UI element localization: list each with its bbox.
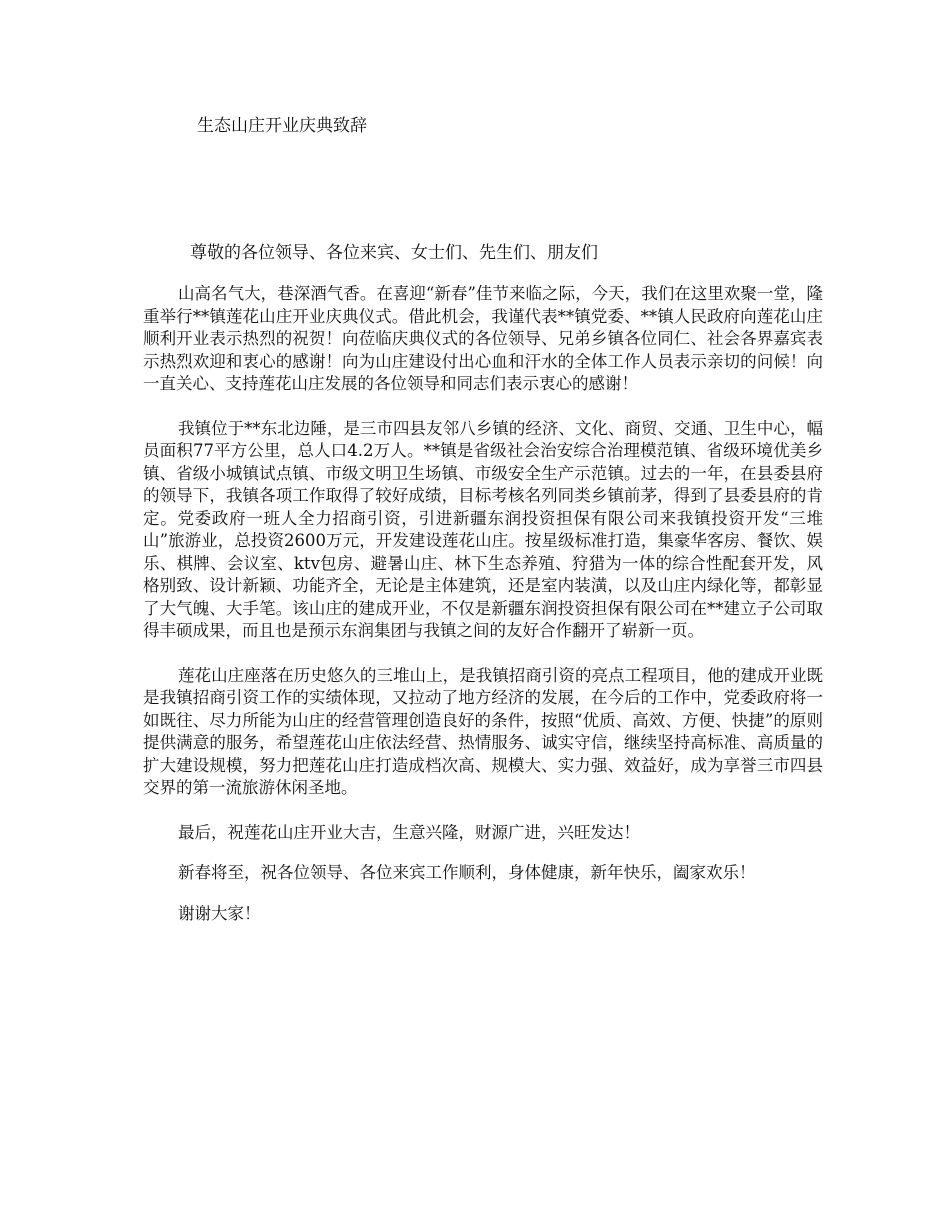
paragraph-opening: 山高名气大，巷深酒气香。在喜迎“新春”佳节来临之际，今天，我们在这里欢聚一堂，隆重举行**镇莲花山庄开业庆典仪式。借此机会，我谨代表**镇党委、**镇人民政府向莲花山庄顺利开业表示热烈的祝贺！向莅临庆典仪式的各位领导、兄弟乡镇各位同仁、社会各界嘉宾表示热烈欢迎和衷心的感谢！向为山庄建设付出心血和汗水的全体工作人员表示亲切的问候！向一直关心、支持莲花山庄发展的各位领导和同志们表示衷心的感谢！ — [143, 284, 823, 393]
document-body — [143, 283, 823, 943]
paragraph-town-introduction: 我镇位于**东北边陲，是三市四县友邻八乡镇的经济、文化、商贸、交通、卫生中心，幅员面积77平方公里，总人口4.2万人。**镇是省级社会治安综合治理模范镇、省级环境优美乡镇、省级小城镇试点镇、市级文明卫生场镇、市级安全生产示范镇。过去的一年，在县委县府的领导下，我镇各项工作取得了较好成绩，目标考核名列同类乡镇前茅，得到了县委县府的肯定。党委政府一班人全力招商引资，引进新疆东润投资担保有限公司来我镇投资开发“三堆山”旅游业，总投资2600万元，开发建设莲花山庄。按星级标准打造，集豪华客房、餐饮、娱乐、棋牌、会议室、ktv包房、避暑山庄、林下生态养殖、狩猎为一体的综合性配套开发，风格别致、设计新颖、功能齐全，无论是主体建筑，还是室内装潢，以及山庄内绿化等，都彰显了大气魄、大手笔。该山庄的建成开业，不仅是新疆东润投资担保有限公司在**建立子公司取得丰硕成果，而且也是预示东润集团与我镇之间的友好合作翻开了崭新一页。 — [143, 418, 823, 640]
document-title: 生态山庄开业庆典致辞 — [197, 116, 367, 136]
paragraph-new-year-wishes: 新春将至，祝各位领导、各位来宾工作顺利，身体健康，新年快乐，阖家欢乐！ — [178, 863, 756, 882]
paragraph-resort-project: 莲花山庄座落在历史悠久的三堆山上，是我镇招商引资的亮点工程项目，他的建成开业既是我镇招商引资工作的实绩体现，又拉动了地方经济的发展，在今后的工作中，党委政府将一如既往、尽力所能为山庄的经营管理创造良好的条件，按照“优质、高效、方便、快捷”的原则提供满意的服务，希望莲花山庄依法经营、热情服务、诚实守信，继续坚持高标准、高质量的扩大建设规模，努力把莲花山庄打造成档次高、规模大、实力强、效益好，成为享誉三市四县交界的第一流旅游休闲圣地。 — [143, 665, 823, 797]
paragraph-thanks: 谢谢大家！ — [178, 903, 261, 923]
paragraph-blessing: 最后，祝莲花山庄开业大吉，生意兴隆，财源广进，兴旺发达！ — [178, 822, 640, 842]
salutation: 尊敬的各位领导、各位来宾、女士们、先生们、朋友们 — [190, 243, 598, 263]
